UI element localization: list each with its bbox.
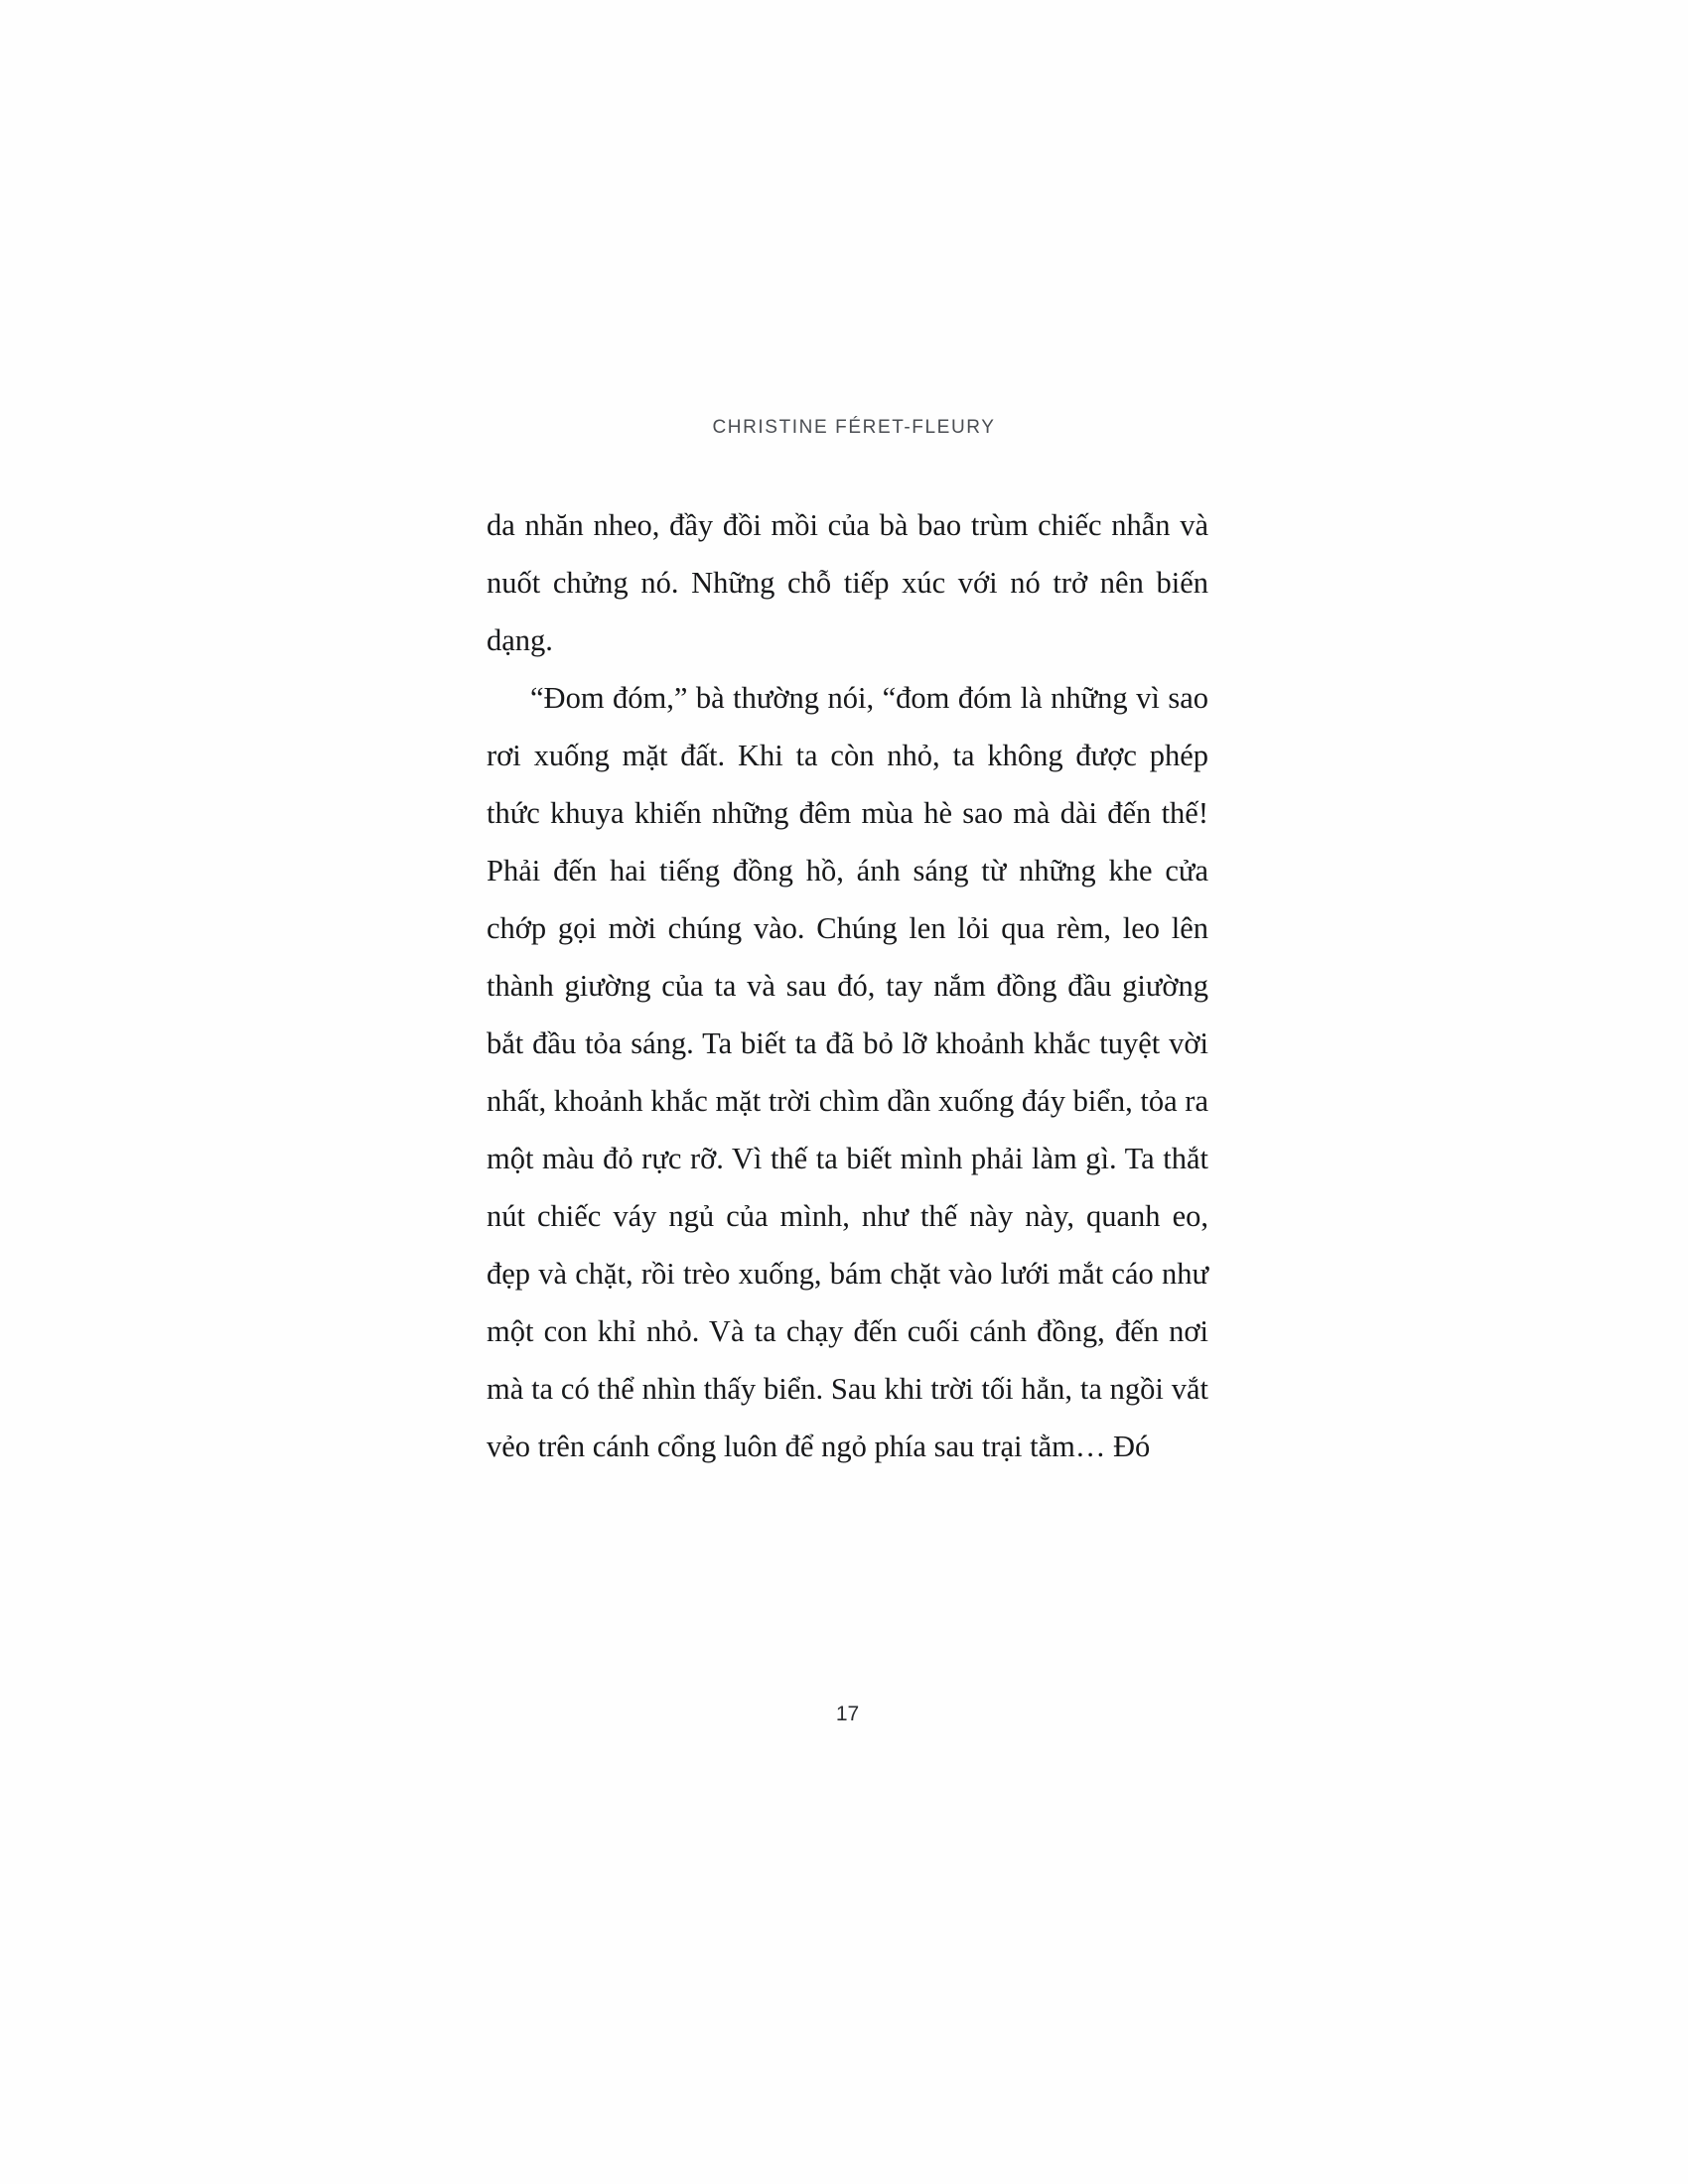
running-head-author: CHRISTINE FÉRET-FLEURY [712, 417, 996, 438]
paragraph: da nhăn nheo, đầy đồi mồi của bà bao trùm chiếc nhẫn và nuốt chửng nó. Những chỗ tiếp xúc với nó trở nên biến dạng. [487, 508, 1208, 657]
paragraph: “Đom đóm,” bà thường nói, “đom đóm là những vì sao rơi xuống mặt đất. Khi ta còn nhỏ, ta không được phép thức khuya khiến những đêm mùa hè sao mà dài đến thế! Phải đến hai tiếng đồng hồ, ánh sáng từ những khe cửa chớp gọi mời chúng vào. Chúng len lỏi qua rèm, leo lên thành giường của ta và sau đó, tay nắm đồng đầu giường bắt đầu tỏa sáng. Ta biết ta đã bỏ lỡ khoảnh khắc tuyệt vời nhất, khoảnh khắc mặt trời chìm dần xuống đáy biển, tỏa ra một màu đỏ rực rỡ. Vì thế ta biết mình phải làm gì. Ta thắt nút chiếc váy ngủ của mình, như thế này này, quanh eo, đẹp và chặt, rồi trèo xuống, bám chặt vào lưới mắt cáo như một con khỉ nhỏ. Và ta chạy đến cuối cánh đồng, đến nơi mà ta có thể nhìn thấy biển. Sau khi trời tối hẳn, ta ngồi vắt vẻo trên cánh cổng luôn để ngỏ phía sau trại tằm… Đó [487, 681, 1208, 1463]
body-text [487, 496, 1208, 1475]
page-number: 17 [835, 1703, 860, 1725]
